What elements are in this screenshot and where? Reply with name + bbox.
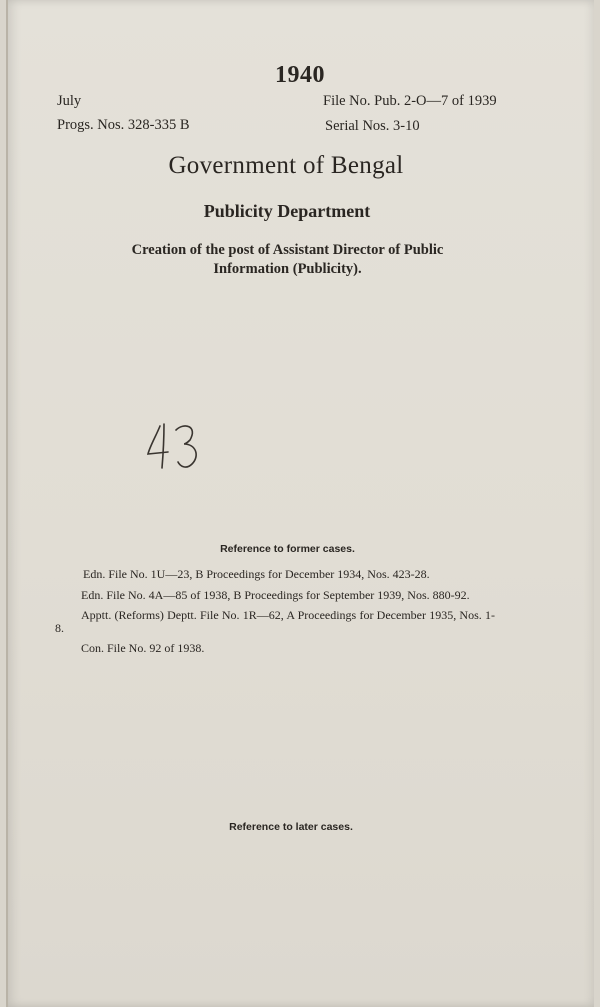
reference-entry: Apptt. (Reforms) Deptt. File No. 1R—62, A Proceedings for December 1935, Nos. 1-8. bbox=[55, 608, 495, 635]
reference-entry: Edn. File No. 1U—23, B Proceedings for December 1934, Nos. 423-28. bbox=[83, 567, 430, 581]
department-heading: Publicity Department bbox=[203, 201, 371, 221]
subject-line: Information (Publicity). bbox=[213, 261, 362, 277]
subject-text bbox=[100, 241, 475, 279]
former-cases-list bbox=[55, 568, 495, 663]
reference-entry: Con. File No. 92 of 1938. bbox=[81, 641, 205, 655]
former-cases-heading: Reference to former cases. bbox=[220, 543, 355, 555]
handwritten-number bbox=[142, 416, 222, 476]
page-title: Government of Bengal bbox=[168, 152, 404, 179]
file-number: File No. Pub. 2-O—7 of 1939 bbox=[323, 93, 497, 109]
reference-entry: Edn. File No. 4A—85 of 1938, B Proceedings for September 1939, Nos. 880-92. bbox=[81, 587, 470, 602]
proceedings-numbers: Progs. Nos. 328-335 B bbox=[57, 117, 190, 133]
later-cases-heading: Reference to later cases. bbox=[229, 821, 353, 833]
serial-numbers: Serial Nos. 3-10 bbox=[325, 118, 420, 134]
month-label: July bbox=[57, 93, 82, 109]
subject-line: Creation of the post of Assistant Director of Public bbox=[131, 242, 444, 258]
year-heading: 1940 bbox=[275, 62, 325, 88]
